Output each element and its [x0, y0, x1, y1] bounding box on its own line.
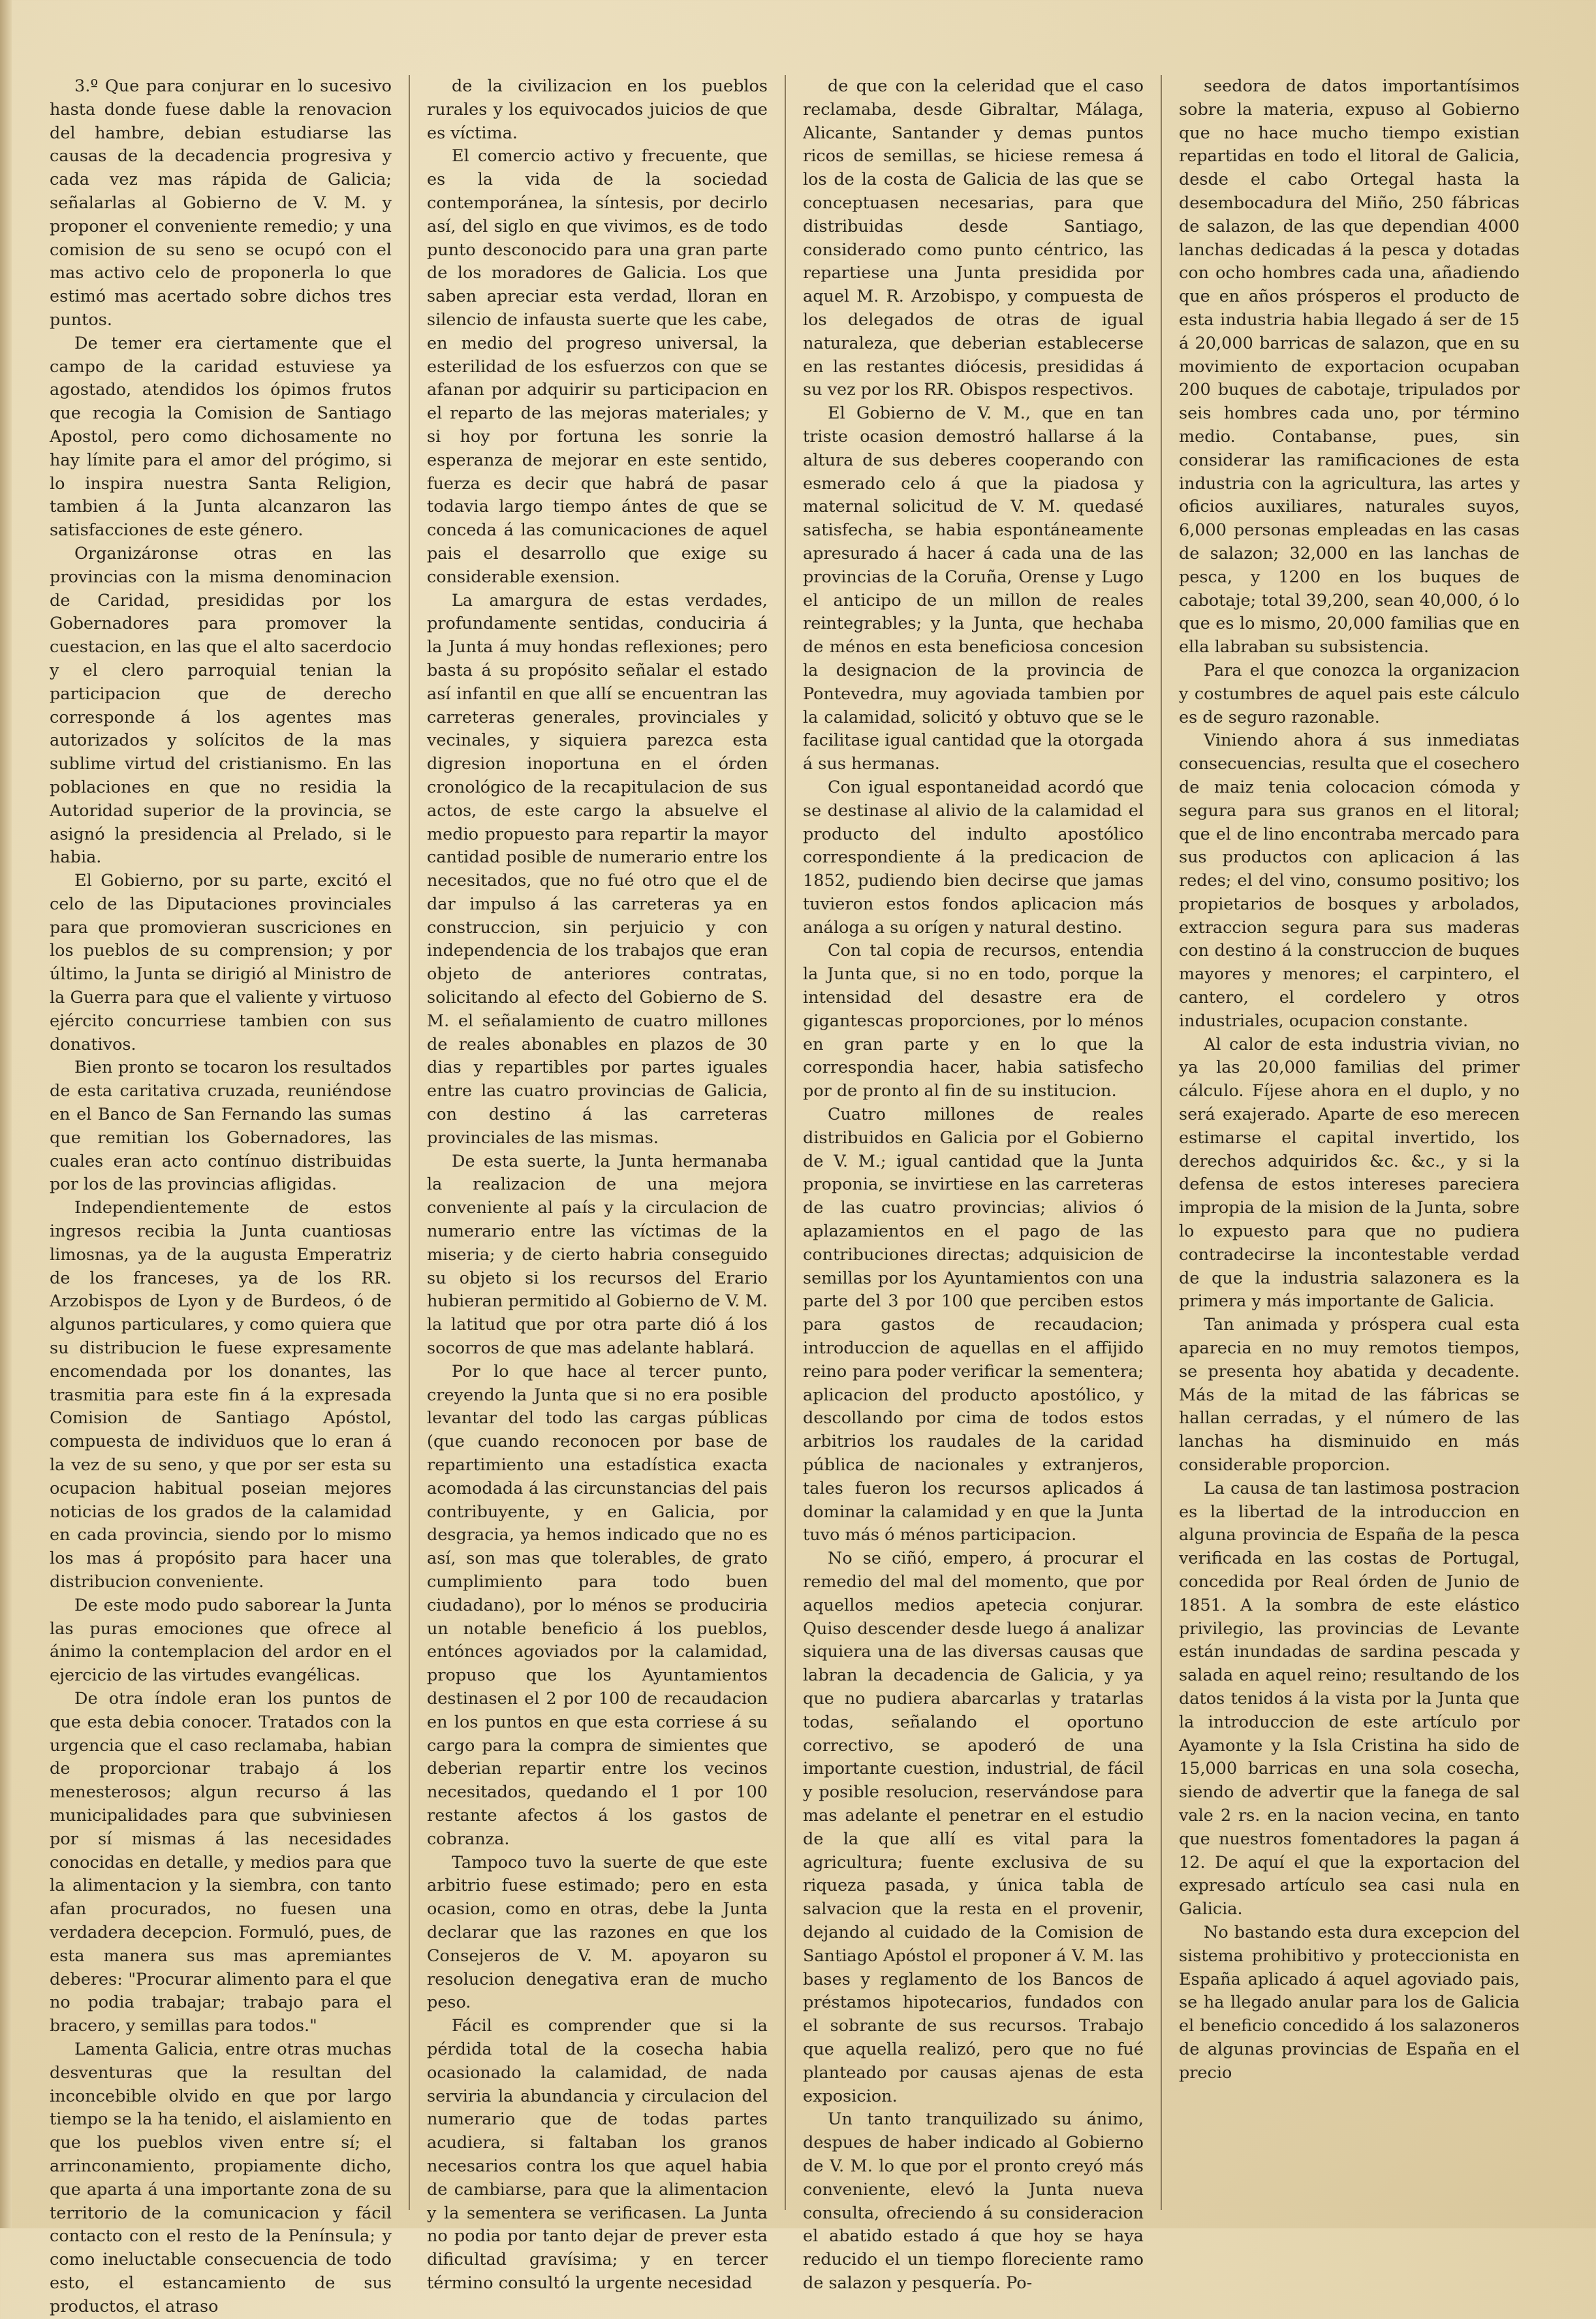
paragraph: De este modo pudo saborear la Junta las puras emociones que ofrece al ánimo la contemplacion del ardor en el ejercicio de las virtudes evangélicas.: [50, 1595, 392, 1686]
paragraph: de la civilizacion en los pueblos rurales y los equivocados juicios de que es víctima.: [427, 76, 768, 143]
paragraph: Con igual espontaneidad acordó que se destinase al alivio de la calamidad el producto del indulto apostólico correspondiente á la predicacion de 1852, pudiendo bien decirse que jamas tuvieron estos fondos aplicacion más análoga a su orígen y natural destino.: [803, 777, 1144, 938]
paragraph: 3.º Que para conjurar en lo sucesivo hasta donde fuese dable la renovacion del hambre, debian estudiarse las causas de la decadencia progresiva y cada vez mas rápida de Galicia; señalarlas al Gobierno de V. M. y proponer el conveniente remedio; y una comision de su seno se ocupó con el mas activo celo de proponerla lo que estimó mas acertado sobre dichos tres puntos.: [50, 76, 392, 330]
paragraph: El Gobierno, por su parte, excitó el celo de las Diputaciones provinciales para que promovieran suscriciones en los pueblos de su comprension; y por último, la Junta se dirigió al Ministro de la Guerra para que el valiente y virtuoso ejército concurriese tambien con sus donativos.: [50, 871, 392, 1054]
text-column-3: [785, 75, 1161, 2293]
paragraph: Al calor de esta industria vivian, no ya las 20,000 familias del primer cálculo. Fíjese ahora en el duplo, y no será exajerado. Aparte de eso merecen estimarse el capital invertido, los derechos adquiridos &c. &c., y si la defensa de estos intereses pareciera impropia de la mision de la Junta, sobre lo expuesto para que no pudiera contradecirse la incontestable verdad de que la industria salazonera es la primera y más importante de Galicia.: [1179, 1034, 1520, 1312]
paragraph: De otra índole eran los puntos de que esta debia conocer. Tratados con la urgencia que el caso reclamaba, habian de proporcionar trabajo á los menesterosos; algun recurso á las municipalidades para que subviniesen por sí mismas á las necesidades conocidas en detalle, y medios para que la alimentacion y la siembra, con tanto afan procurados, no fuesen una verdadera decepcion. Formuló, pues, de esta manera sus mas apremiantes deberes: "Procurar alimento para el que no podia trabajar; trabajo para el bracero, y semillas para todos.": [50, 1688, 392, 2036]
paragraph: El comercio activo y frecuente, que es la vida de la sociedad contemporánea, la síntesis, por decirlo así, del siglo en que vivimos, es de todo punto desconocido para una gran parte de los moradores de Galicia. Los que saben apreciar esta verdad, lloran en silencio de infausta suerte que les cabe, en medio del progreso universal, la esterilidad de los esfuerzos con que se afanan por adquirir su participacion en el reparto de las mejoras materiales; y si hoy por fortuna les sonrie la esperanza de mejorar en este sentido, fuerza es decir que habrá de pasar todavia largo tiempo ántes de que se conceda á las comunicaciones de aquel pais el desarrollo que exige su considerable exension.: [427, 146, 768, 587]
paragraph: No bastando esta dura excepcion del sistema prohibitivo y proteccionista en España aplicado á aquel agoviado pais, se ha llegado anular para los de Galicia el beneficio concedido á los salazoneros de algunas provincias de España en el precio: [1179, 1922, 1520, 2083]
paragraph: seedora de datos importantísimos sobre la materia, expuso al Gobierno que no hace mucho tiempo existian repartidas en todo el litoral de Galicia, desde el cabo Ortegal hasta la desembocadura del Miño, 250 fábricas de salazon, de las que dependian 4000 lanchas dedicadas á la pesca y dotadas con ocho hombres cada una, añadiendo que en años prósperos el producto de esta industria habia llegado á ser de 15 á 20,000 barricas de salazon, que en su movimiento de exportacion ocupaban 200 buques de cabotaje, tripulados por seis hombres cada uno, por término medio. Contabanse, pues, sin considerar las ramificaciones de esta industria con la agricultura, las artes y oficios auxiliares, naturales suyos, 6,000 personas empleadas en las casas de salazon; 32,000 en las lanchas de pesca, y 1200 en los buques de cabotaje; total 39,200, sean 40,000, ó lo que es lo mismo, 20,000 familias que en ella labraban su subsistencia.: [1179, 76, 1520, 657]
paragraph: Cuatro millones de reales distribuidos en Galicia por el Gobierno de V. M.; igual cantidad que la Junta proponia, se invirtiese en las carreteras de las cuatro provincias; alivios ó aplazamientos en el pago de las contribuciones directas; adquisicion de semillas por los Ayuntamientos con una parte del 3 por 100 que perciben estos para gastos de recaudacion; introduccion de aquellas en el affijido reino para poder verificar la sementera; aplicacion del producto apostólico, y descollando por cima de todos estos arbitrios los raudales de la caridad pública de nacionales y extranjeros, tales fueron los recursos aplicados á dominar la calamidad y en que la Junta tuvo más ó ménos participacion.: [803, 1105, 1144, 1545]
paragraph: Lamenta Galicia, entre otras muchas desventuras que la resultan del inconcebible olvido en que por largo tiempo se la ha tenido, el aislamiento en que los pueblos viven entre sí; el arrinconamiento, propiamente dicho, que aparta á una importante zona de su territorio de la comunicacion y fácil contacto con el resto de la Península; y como ineluctable consecuencia de todo esto, el estancamiento de sus productos, el atraso: [50, 2039, 392, 2316]
paragraph: Para el que conozca la organizacion y costumbres de aquel pais este cálculo es de seguro razonable.: [1179, 660, 1520, 727]
paragraph: De esta suerte, la Junta hermanaba la realizacion de una mejora conveniente al país y la circulacion de numerario entre las víctimas de la miseria; y de cierto habria conseguido su objeto si los recursos del Erario hubieran permitido al Gobierno de V. M. la latitud que por otra parte dió á los socorros de que mas adelante hablará.: [427, 1151, 768, 1359]
paragraph: Viniendo ahora á sus inmediatas consecuencias, resulta que el cosechero de maiz tenia colocacion cómoda y segura para sus granos en el litoral; que el de lino encontraba mercado para sus productos con aplicacion á las redes; el del vino, consumo positivo; los propietarios de bosques y arbolados, extraccion segura para sus maderas con destino á la construccion de buques mayores y menores; el carpintero, el cantero, el cordelero y otros industriales, ocupacion constante.: [1179, 731, 1520, 1031]
newspaper-page: [33, 75, 1537, 2316]
paragraph: La amargura de estas verdades, profundamente sentidas, conduciria á la Junta á muy hondas reflexiones; pero basta á su propósito señalar el estado así infantil en que allí se encuentran las carreteras generales, provinciales y vecinales, y siquiera parezca esta digresion inoportuna en el órden cronológico de la recapitulacion de sus actos, de este cargo la absuelve el medio propuesto para repartir la mayor cantidad posible de numerario entre los necesitados, que no fué otro que el de dar impulso á las carreteras ya en construccion, sin perjuicio y con independencia de los trabajos que eran objeto de anteriores contratas, solicitando al efecto del Gobierno de S. M. el señalamiento de cuatro millones de reales abonables en plazos de 30 dias y repartibles por partes iguales entre las cuatro provincias de Galicia, con destino á las carreteras provinciales de las mismas.: [427, 590, 768, 1148]
page-edge-shadow: [0, 0, 12, 2228]
paragraph: Fácil es comprender que si la pérdida total de la cosecha habia ocasionado la calamidad, de nada serviria la abundancia y circulacion del numerario que de todas partes acudiera, si faltaban los granos necesarios contra los que aquel habia de cambiarse, para que la alimentacion y la sementera se verificasen. La Junta no podia por tanto dejar de prever esta dificultad gravísima; y en tercer término consultó la urgente necesidad: [427, 2016, 768, 2293]
paragraph: De temer era ciertamente que el campo de la caridad estuviese ya agostado, atendidos los ópimos frutos que recogia la Comision de Santiago Apostol, pero como dichosamente no hay límite para el amor del prógimo, si lo inspira nuestra Santa Religion, tambien á la Junta alcanzaron las satisfacciones de este género.: [50, 333, 392, 541]
text-column-2: [409, 75, 785, 2293]
paragraph: La causa de tan lastimosa postracion es la libertad de la introduccion en alguna provincia de España de la pesca verificada en las costas de Portugal, concedida por Real órden de Junio de 1851. A la sombra de este elástico privilegio, las provincias de Levante están inundadas de sardina pescada y salada en aquel reino; resultando de los datos tenidos á la vista por la Junta que la introduccion de este artículo por Ayamonte y la Isla Cristina ha sido de 15,000 barricas en una sola cosecha, siendo de advertir que la fanega de sal vale 2 rs. en la nacion vecina, en tanto que nuestros fomentadores la pagan á 12. De aquí el que la exportacion del expresado artículo sea casi nula en Galicia.: [1179, 1478, 1520, 1919]
paragraph: Un tanto tranquilizado su ánimo, despues de haber indicado al Gobierno de V. M. lo que por el pronto creyó más conveniente, elevó la Junta nueva consulta, ofreciendo á su consideracion el abatido estado á que hoy se haya reducido el un tiempo floreciente ramo de salazon y pesquería. Po-: [803, 2109, 1144, 2293]
paragraph: Tampoco tuvo la suerte de que este arbitrio fuese estimado; pero en esta ocasion, como en otras, debe la Junta declarar que las razones en que los Consejeros de V. M. apoyaron su resolucion denegativa eran de mucho peso.: [427, 1852, 768, 2013]
paragraph: Por lo que hace al tercer punto, creyendo la Junta que si no era posible levantar del todo las cargas públicas (que cuando reconocen por base de repartimiento una estadística exacta acomodada á las circunstancias del pais contribuyente, y en Galicia, por desgracia, ya hemos indicado que no es así, son mas que tolerables, de grato cumplimiento para todo buen ciudadano), por lo ménos se produciria un notable beneficio á los pueblos, entónces agoviados por la calamidad, propuso que los Ayuntamientos destinasen el 2 por 100 de recaudacion en los puntos en que esta corriese á su cargo para la compra de simientes que deberian repartir entre los vecinos necesitados, quedando el 1 por 100 restante afectos á los gastos de cobranza.: [427, 1361, 768, 1849]
paragraph: El Gobierno de V. M., que en tan triste ocasion demostró hallarse á la altura de sus deberes cooperando con esmerado celo á que la piadosa y maternal solicitud de V. M. quedasé satisfecha, se habia espontáneamente apresurado á hacer á cada una de las provincias de la Coruña, Orense y Lugo el anticipo de un millon de reales reintegrables; y la Junta, que hechaba de ménos en esta beneficiosa concesion la designacion de la provincia de Pontevedra, muy agoviada tambien por la calamidad, solicitó y obtuvo que se le facilitase igual cantidad que la otorgada á sus hermanas.: [803, 403, 1144, 774]
paragraph: No se ciñó, empero, á procurar el remedio del mal del momento, que por aquellos medios apetecia conjurar. Quiso descender desde luego á analizar siquiera una de las diversas causas que labran la decadencia de Galicia, y ya que no pudiera abarcarlas y tratarlas todas, señalando el oportuno correctivo, se apoderó de una importante cuestion, industrial, de fácil y posible resolucion, reservándose para mas adelante el penetrar en el estudio de la que allí es vital para la agricultura; fuente exclusiva de su riqueza pasada, y única tabla de salvacion que la resta en el provenir, dejando al cuidado de la Comision de Santiago Apóstol el proponer á V. M. las bases y reglamento de los Bancos de préstamos hipotecarios, fundados con el sobrante de sus recursos. Trabajo que aquella realizó, pero que no fué planteado por causas ajenas de esta exposicion.: [803, 1549, 1144, 2106]
paragraph: Organizáronse otras en las provincias con la misma denominacion de Caridad, presididas por los Gobernadores para promover la cuestacion, en las que el alto sacerdocio y el clero parroquial tenian la participacion que de derecho corresponde á los agentes mas autorizados y solícitos de la mas sublime virtud del cristianismo. En las poblaciones en que no residia la Autoridad superior de la provincia, se asignó la presidencia al Prelado, si le habia.: [50, 543, 392, 868]
paragraph: Con tal copia de recursos, entendia la Junta que, si no en todo, porque la intensidad del desastre era de gigantescas proporciones, por lo ménos en gran parte y en lo que la correspondia hacer, habia satisfecho por de pronto al fin de su institucion.: [803, 941, 1144, 1101]
text-column-4: [1161, 75, 1537, 2210]
paragraph: Tan animada y próspera cual esta aparecia en no muy remotos tiempos, se presenta hoy abatida y decadente. Más de la mitad de las fábricas se hallan cerradas, y el número de las lanchas ha disminuido en más considerable proporcion.: [1179, 1315, 1520, 1475]
paragraph: Independientemente de estos ingresos recibia la Junta cuantiosas limosnas, ya de la augusta Emperatriz de los franceses, ya de los RR. Arzobispos de Lyon y de Burdeos, ó de algunos particulares, y como quiera que su distribucion le fuese expresamente encomendada por los donantes, las trasmitia para este fin á la expresada Comision de Santiago Apóstol, compuesta de individuos que lo eran á la vez de su seno, y que por ser esta su ocupacion habitual poseian mejores noticias de los grados de la calamidad en cada provincia, siendo por lo mismo los mas á propósito para hacer una distribucion conveniente.: [50, 1198, 392, 1592]
paragraph: Bien pronto se tocaron los resultados de esta caritativa cruzada, reuniéndose en el Banco de San Fernando las sumas que remitian los Gobernadores, las cuales eran acto contínuo distribuidas por los de las provincias afligidas.: [50, 1058, 392, 1195]
paragraph: de que con la celeridad que el caso reclamaba, desde Gibraltar, Málaga, Alicante, Santander y demas puntos ricos de semillas, se hiciese remesa á los de la costa de Galicia de las que se conceptuasen necesarias, para que distribuidas desde Santiago, considerado como punto céntrico, las repartiese una Junta presidida por aquel M. R. Arzobispo, y compuesta de los delegados de otras de igual naturaleza, que deberian establecerse en las restantes diócesis, presididas á su vez por los RR. Obispos respectivos.: [803, 76, 1144, 400]
text-column-1: [33, 75, 409, 2316]
